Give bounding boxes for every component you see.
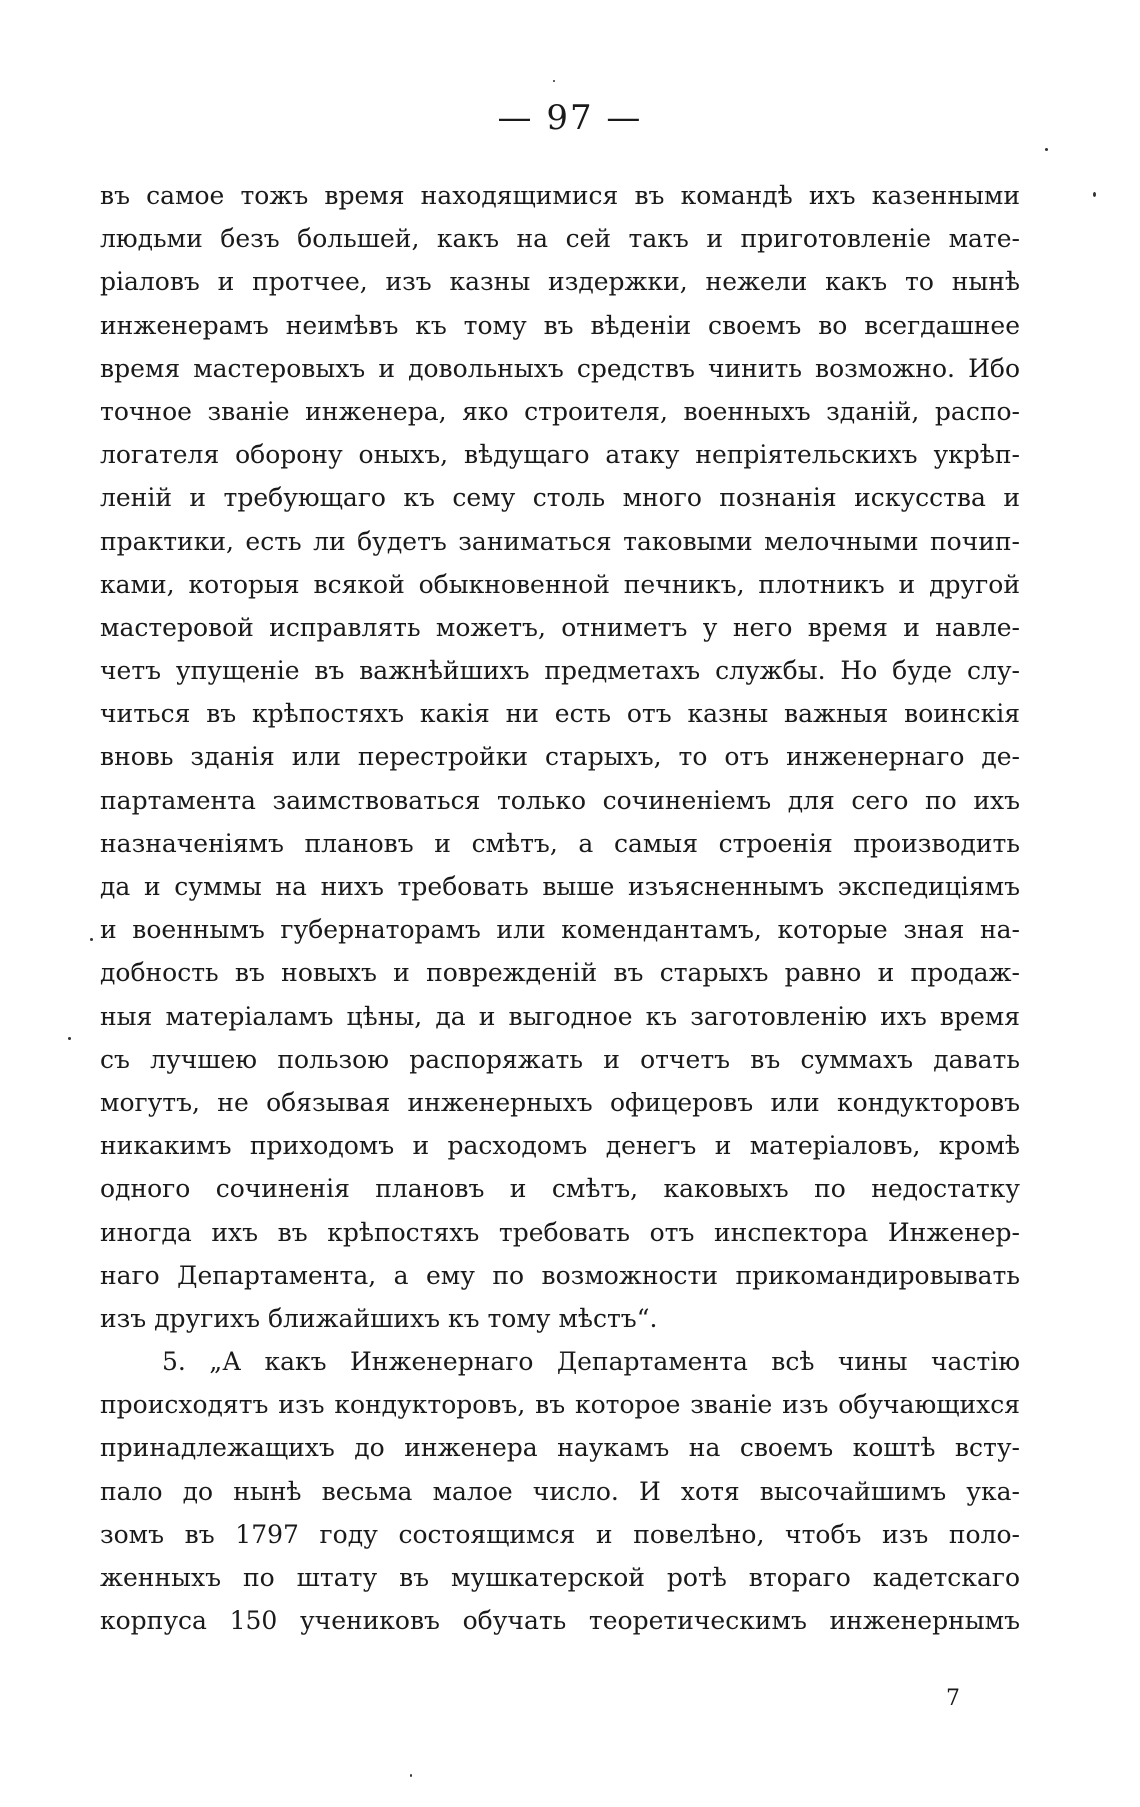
- text-line: наго Департамента, а ему по возможности прикомандировывать: [100, 1260, 1020, 1290]
- text-line: читься въ крѣпостяхъ какія ни есть отъ казны важныя воинскія: [100, 699, 1020, 729]
- paragraph-end-line: изъ другихъ ближайшихъ къ тому мѣстъ“.: [100, 1303, 658, 1333]
- text-line: одного сочиненія плановъ и смѣтъ, каковыхъ по недостатку: [100, 1174, 1020, 1204]
- text-line: время мастеровыхъ и довольныхъ средствъ чинить возможно. Ибо: [100, 353, 1020, 383]
- text-line: мастеровой исправлять можетъ, отниметъ у него время и навле-: [100, 612, 1020, 642]
- scan-speck: [1093, 192, 1096, 197]
- text-line: ріаловъ и протчее, изъ казны издержки, нежели какъ то нынѣ: [100, 267, 1020, 297]
- text-line: четъ упущеніе въ важнѣйшихъ предметахъ службы. Но буде слу-: [100, 656, 1020, 686]
- text-line: людьми безъ большей, какъ на сей такъ и приготовленіе мате-: [100, 224, 1020, 254]
- text-line: логателя оборону оныхъ, вѣдущаго атаку непріятельскихъ укрѣп-: [100, 440, 1020, 470]
- text-line: женныхъ по штату въ мушкатерской ротѣ втораго кадетскаго: [100, 1563, 1020, 1592]
- scan-speck: [410, 1774, 412, 1777]
- text-line: ками, которыя всякой обыкновенной печникъ, плотникъ и другой: [100, 569, 1020, 599]
- text-line: назначеніямъ плановъ и смѣтъ, а самыя строенія производить: [100, 828, 1020, 858]
- text-line: да и суммы на нихъ требовать выше изъясненнымъ экспедиціямъ: [100, 872, 1020, 901]
- text-line: и военнымъ губернаторамъ или комендантамъ, которые зная на-: [100, 915, 1020, 945]
- text-line: практики, есть ли будетъ заниматься таковыми мелочными почип-: [100, 526, 1020, 556]
- scan-speck: [1045, 148, 1048, 151]
- scan-speck: [68, 1037, 71, 1040]
- text-line: леній и требующаго къ сему столь много познанія искусства и: [100, 483, 1020, 513]
- text-line: зомъ въ 1797 году состоящимся и повелѣно, чтобъ изъ поло-: [100, 1519, 1020, 1549]
- body-text: [100, 174, 1020, 1642]
- text-line: партамента заимствоваться только сочиненіемъ для сего по ихъ: [100, 785, 1020, 815]
- paragraph-start-line: 5. „А какъ Инженернаго Департамента всѣ чины частію: [162, 1347, 1020, 1377]
- text-line: точное званіе инженера, яко строителя, военныхъ зданій, распо-: [100, 396, 1020, 426]
- text-line: никакимъ приходомъ и расходомъ денегъ и матеріаловъ, кромѣ: [100, 1131, 1020, 1161]
- text-line: пало до нынѣ весьма малое число. И хотя высочайшимъ ука-: [100, 1476, 1020, 1506]
- text-line: съ лучшею пользою распоряжать и отчетъ въ суммахъ давать: [100, 1044, 1020, 1074]
- text-line: могутъ, не обязывая инженерныхъ офицеровъ или кондукторовъ: [100, 1087, 1020, 1117]
- text-line: корпуса 150 учениковъ обучать теоретическимъ инженернымъ: [100, 1606, 1020, 1636]
- text-line: ныя матеріаламъ цѣны, да и выгодное къ заготовленію ихъ время: [100, 1001, 1020, 1031]
- text-line: вновь зданія или перестройки старыхъ, то отъ инженернаго де-: [100, 742, 1020, 772]
- text-line: происходятъ изъ кондукторовъ, въ которое званіе изъ обучающихся: [100, 1390, 1020, 1420]
- text-line: добность въ новыхъ и поврежденій въ старыхъ равно и продаж-: [100, 958, 1020, 988]
- scan-speck: [553, 80, 555, 82]
- page-number: — 97 —: [497, 98, 643, 138]
- signature-mark: 7: [946, 1686, 960, 1711]
- scan-speck: [90, 938, 93, 941]
- text-line: въ самое тожъ время находящимися въ командѣ ихъ казенными: [100, 181, 1020, 210]
- text-line: принадлежащихъ до инженера наукамъ на своемъ коштѣ всту-: [100, 1433, 1020, 1463]
- text-line: иногда ихъ въ крѣпостяхъ требовать отъ инспектора Инженер-: [100, 1217, 1020, 1247]
- text-line: инженерамъ неимѣвъ къ тому въ вѣденіи своемъ во всегдашнее: [100, 310, 1020, 340]
